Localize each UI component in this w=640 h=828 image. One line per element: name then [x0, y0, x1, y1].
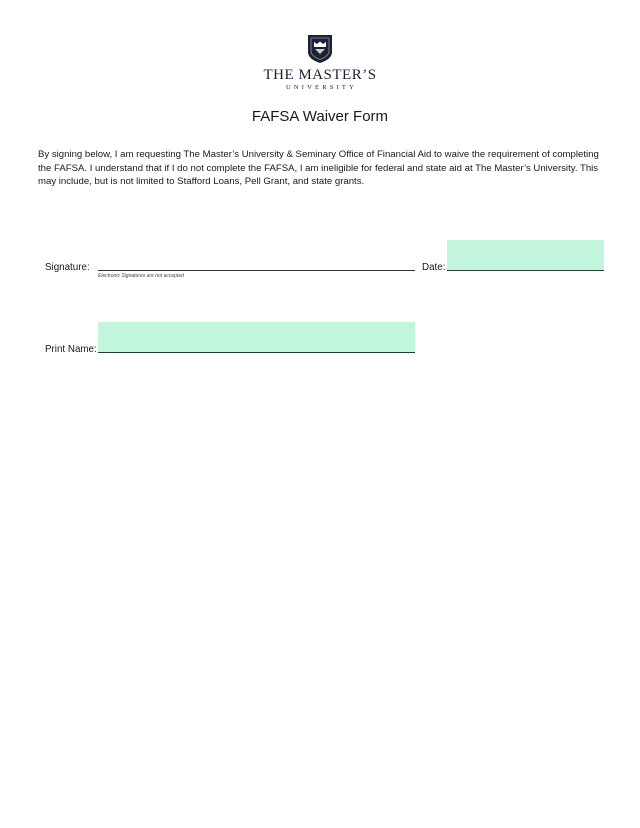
signature-label: Signature:	[45, 262, 90, 273]
form-title: FAFSA Waiver Form	[251, 108, 389, 125]
signature-note: Electronic Signatures are not accepted	[98, 273, 184, 279]
logo-subtitle: UNIVERSITY	[286, 84, 357, 91]
date-label: Date:	[422, 262, 446, 273]
print-name-field[interactable]	[98, 322, 415, 353]
university-logo	[0, 34, 640, 91]
date-field[interactable]	[447, 240, 604, 271]
waiver-statement: By signing below, I am requesting The Master’s University & Seminary Office of Financial Aid to waive the requirement of completing the FAFSA. I understand that if I do not complete the FAFSA, I am ineligible for federal and state aid at The Master’s University. This may include, but is not limited to Stafford Loans, Pell Grant, and state grants.	[38, 149, 599, 188]
logo-name: THE MASTER’S	[263, 67, 377, 83]
print-name-label: Print Name:	[45, 344, 97, 355]
signature-line[interactable]	[98, 270, 415, 271]
shield-crest-icon	[307, 34, 333, 64]
